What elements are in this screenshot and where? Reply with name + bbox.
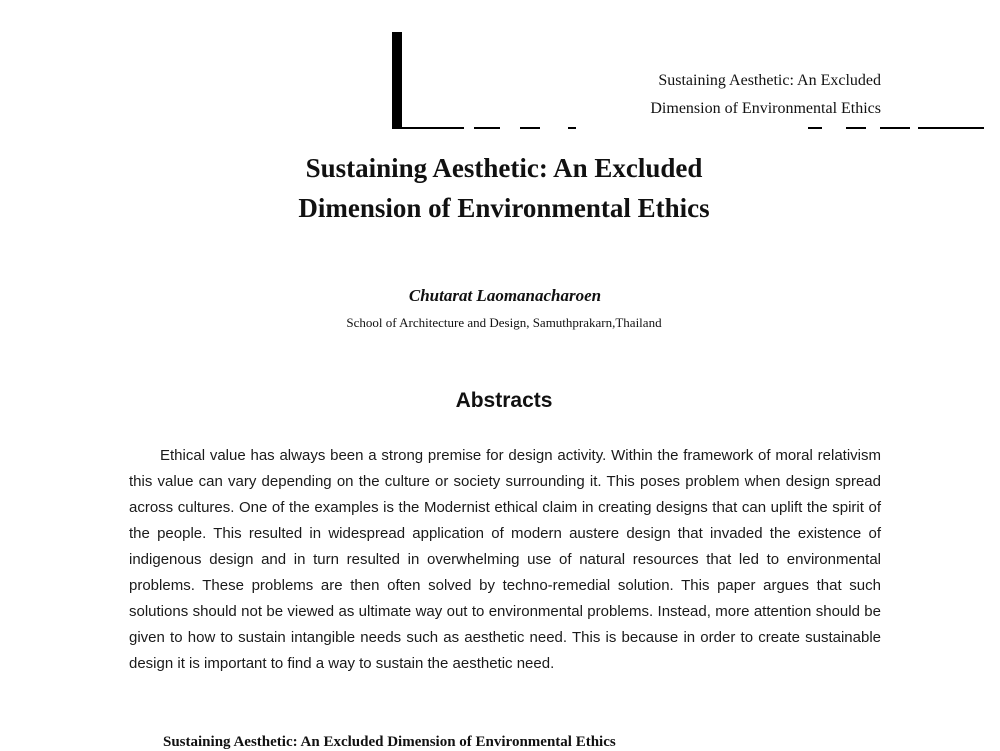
header-rule-segment (808, 127, 822, 129)
paper-title (0, 148, 1000, 228)
header-rule-segment (568, 127, 576, 129)
header-rule-segment (880, 127, 910, 129)
running-head-line-2: Dimension of Environmental Ethics (650, 100, 881, 117)
running-head-line-1: Sustaining Aesthetic: An Excluded (658, 72, 881, 89)
header-rule-segment (520, 127, 540, 129)
header-rule-segment (846, 127, 866, 129)
abstract-body (129, 443, 881, 677)
author-affiliation: School of Architecture and Design, Samuthprakarn,Thailand (346, 315, 662, 330)
abstract-heading: Abstracts (455, 389, 553, 412)
header-rule-segment (474, 127, 500, 129)
header-rule-segment (392, 127, 464, 129)
running-head (650, 67, 881, 123)
paper-title-line-2: Dimension of Environmental Ethics (298, 193, 710, 223)
header-vertical-bar (392, 32, 402, 129)
section-heading: Sustaining Aesthetic: An Excluded Dimension of Environmental Ethics (163, 734, 616, 750)
abstract-paragraph: Ethical value has always been a strong premise for design activity. Within the framework of moral relativism this value can vary depending on the culture or society surrounding it. This poses problem when design spread across cultures. One of the examples is the Modernist ethical claim in creating designs that can uplift the spirit of the people. This resulted in widespread application of modern austere design that invaded the existence of indigenous design and in turn resulted in overwhelming use of natural resources that led to environmental problems. These problems are then often solved by techno-remedial solution. This paper argues that such solutions should not be viewed as ultimate way out to environmental problems. Instead, more attention should be given to how to sustain intangible needs such as aesthetic need. This is because in order to create sustainable design it is important to find a way to sustain the aesthetic need. (129, 447, 881, 672)
paper-title-line-1: Sustaining Aesthetic: An Excluded (305, 153, 703, 183)
header-rule-segment (918, 127, 984, 129)
author-name: Chutarat Laomanacharoen (408, 286, 602, 305)
